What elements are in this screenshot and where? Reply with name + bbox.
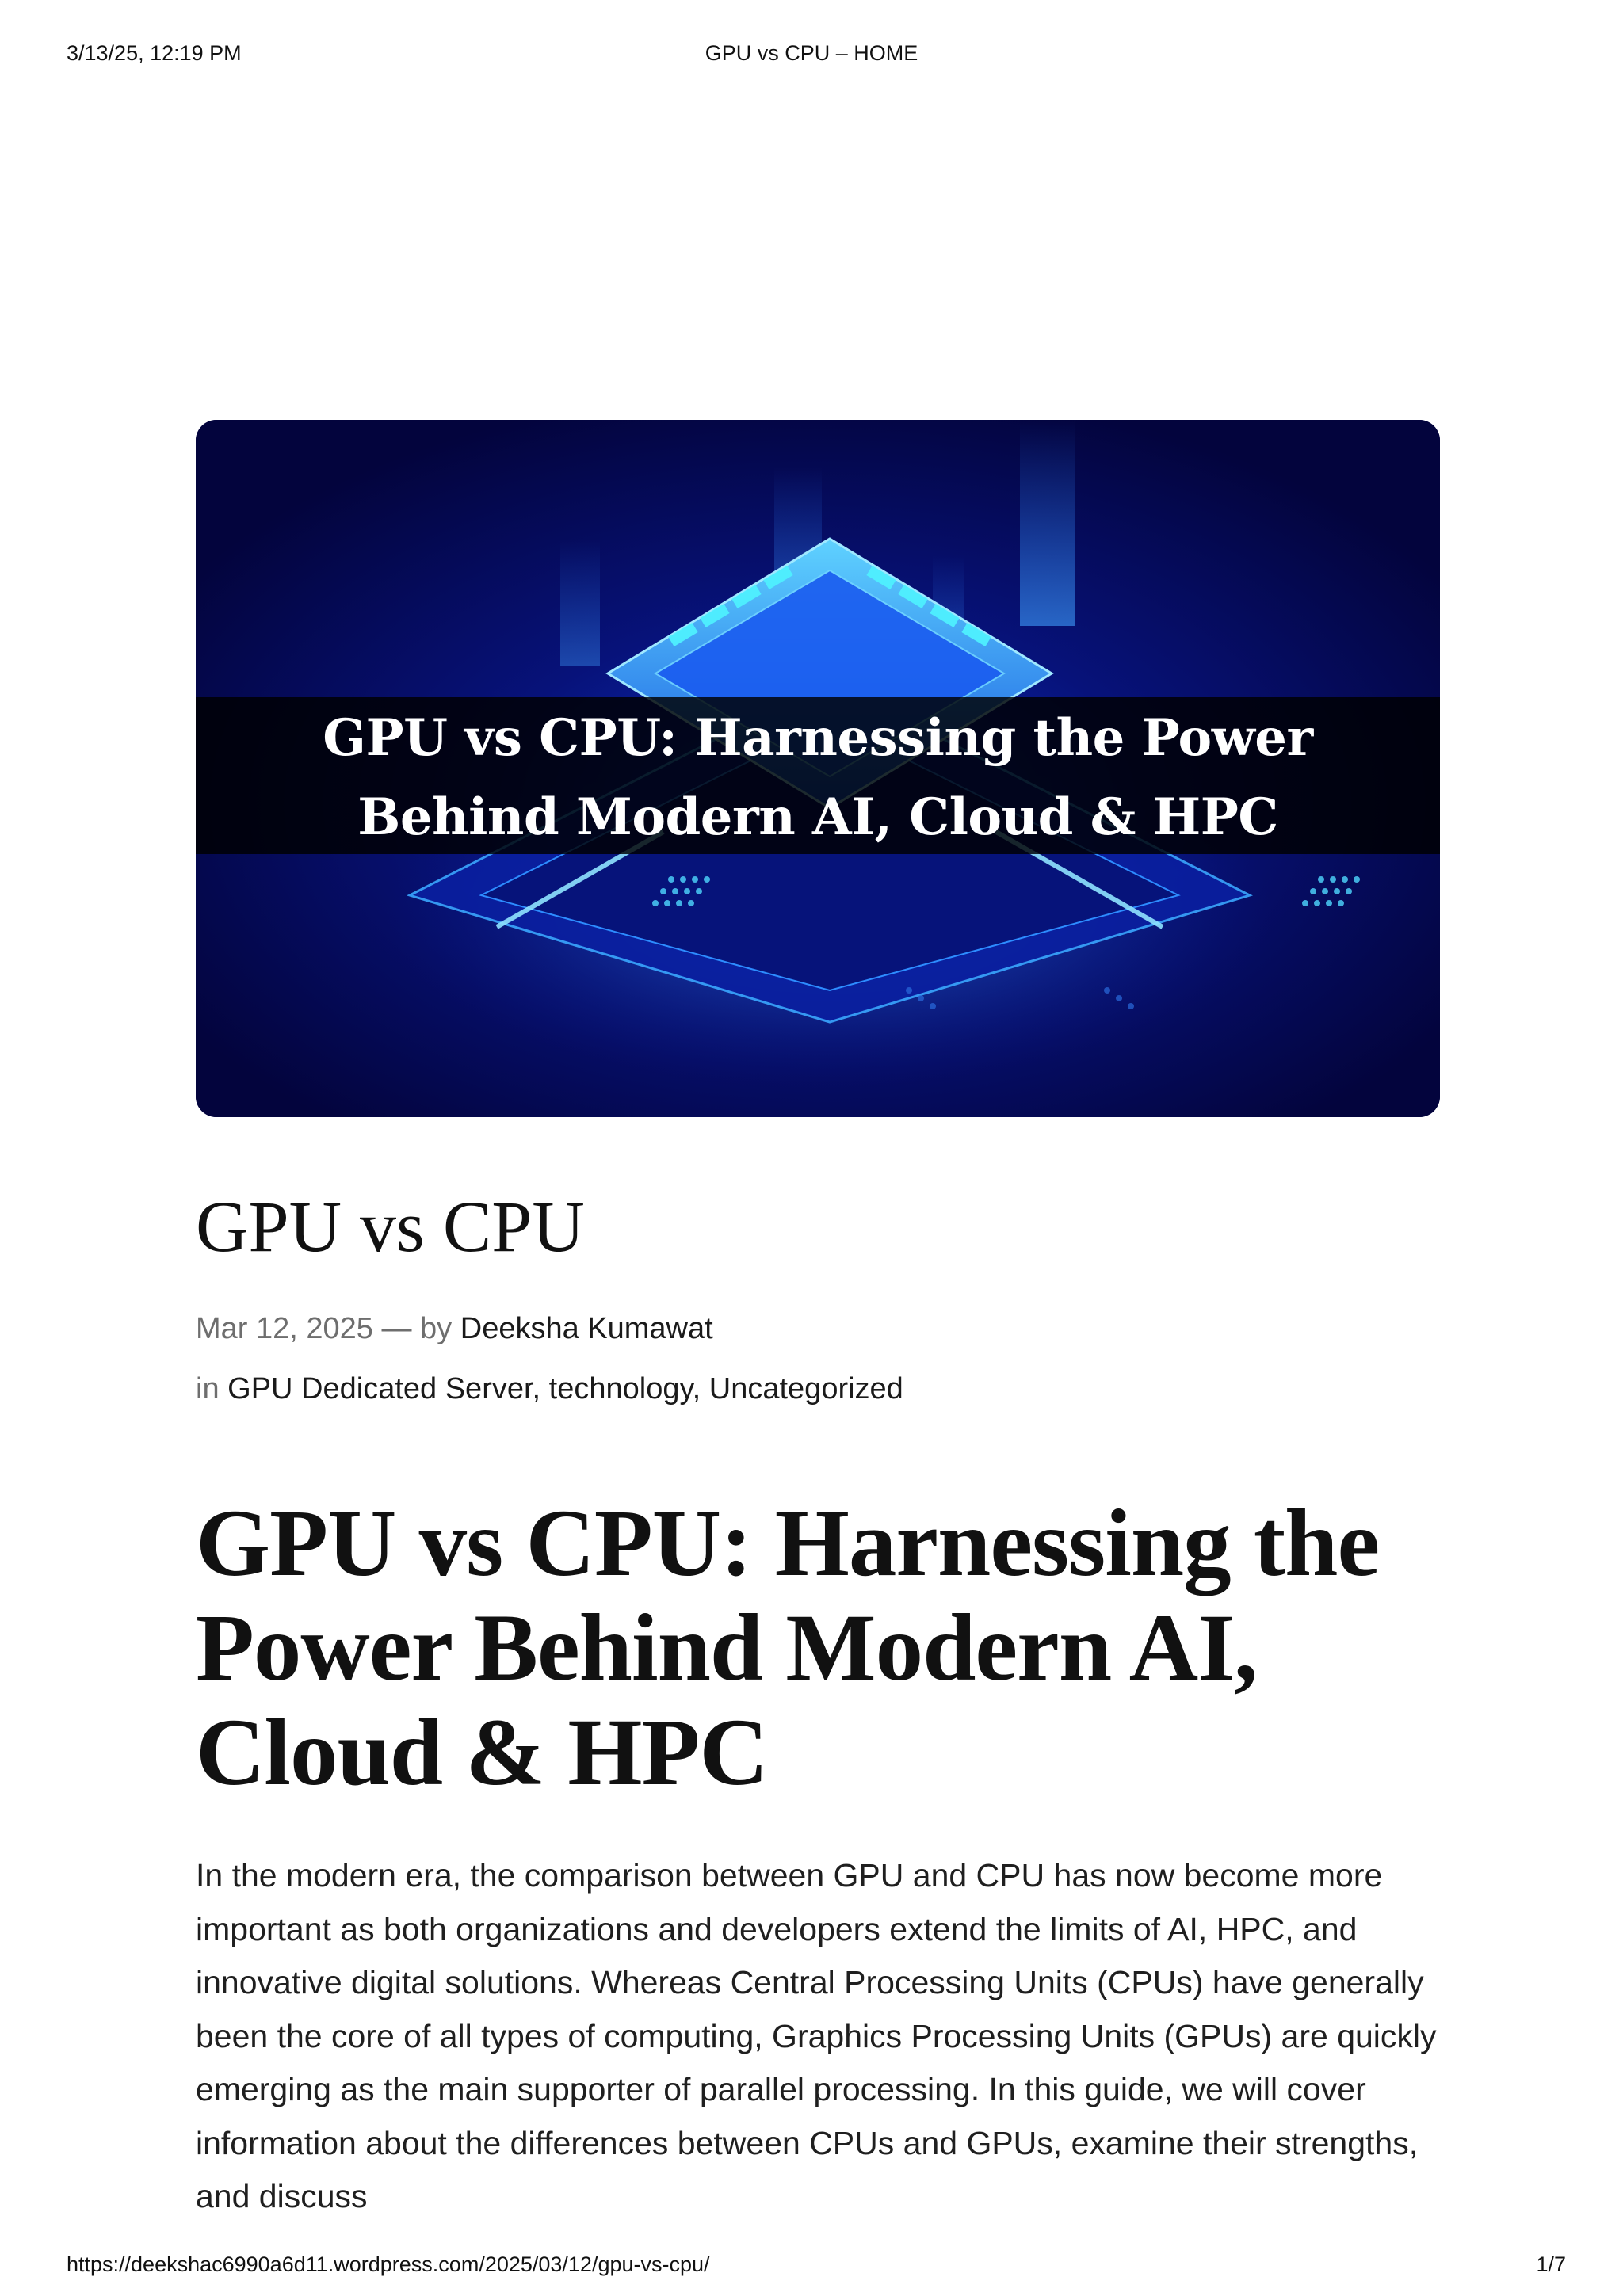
author-link[interactable]: Deeksha Kumawat bbox=[460, 1312, 713, 1345]
featured-image-caption-line1: GPU vs CPU: Harnessing the Power bbox=[323, 708, 1313, 768]
print-page-title: GPU vs CPU – HOME bbox=[705, 41, 918, 65]
post-date: Mar 12, 2025 bbox=[196, 1312, 373, 1345]
category-link-uncategorized[interactable]: Uncategorized bbox=[708, 1372, 903, 1405]
category-separator: , bbox=[532, 1372, 549, 1405]
post-meta-byline bbox=[196, 1309, 713, 1348]
post-meta-categories bbox=[196, 1369, 903, 1409]
featured-image bbox=[196, 420, 1440, 1117]
post-title: GPU vs CPU bbox=[196, 1186, 585, 1267]
featured-image-caption bbox=[196, 699, 1440, 857]
category-separator: , bbox=[692, 1372, 709, 1405]
print-page-number: 1/7 bbox=[1536, 2252, 1566, 2276]
article-heading: GPU vs CPU: Harnessing the Power Behind Modern AI, Cloud & HPC bbox=[196, 1490, 1380, 1806]
article-intro-paragraph: In the modern era, the comparison between GPU and CPU has now become more important as both organizations and developers extend the limits of AI, HPC, and innovative digital solutions. Whereas Central Processing Units (CPUs) have generally been the core of all types of computing, Graphics Processing Units (GPUs) are quickly emerging as the main supporter of parallel processing. In this guide, we will cover information about the differences between CPUs and GPUs, examine their strengths, and discuss bbox=[196, 1857, 1437, 2214]
print-url: https://deekshac6990a6d11.wordpress.com/2025/03/12/gpu-vs-cpu/ bbox=[67, 2252, 710, 2276]
byline-separator: — by bbox=[381, 1312, 453, 1345]
category-link-gpu-dedicated-server[interactable]: GPU Dedicated Server bbox=[227, 1372, 533, 1405]
featured-image-caption-line2: Behind Modern AI, Cloud & HPC bbox=[357, 788, 1278, 847]
category-link-technology[interactable]: technology bbox=[548, 1372, 693, 1405]
categories-label: in bbox=[196, 1372, 220, 1405]
print-datetime: 3/13/25, 12:19 PM bbox=[67, 41, 242, 65]
